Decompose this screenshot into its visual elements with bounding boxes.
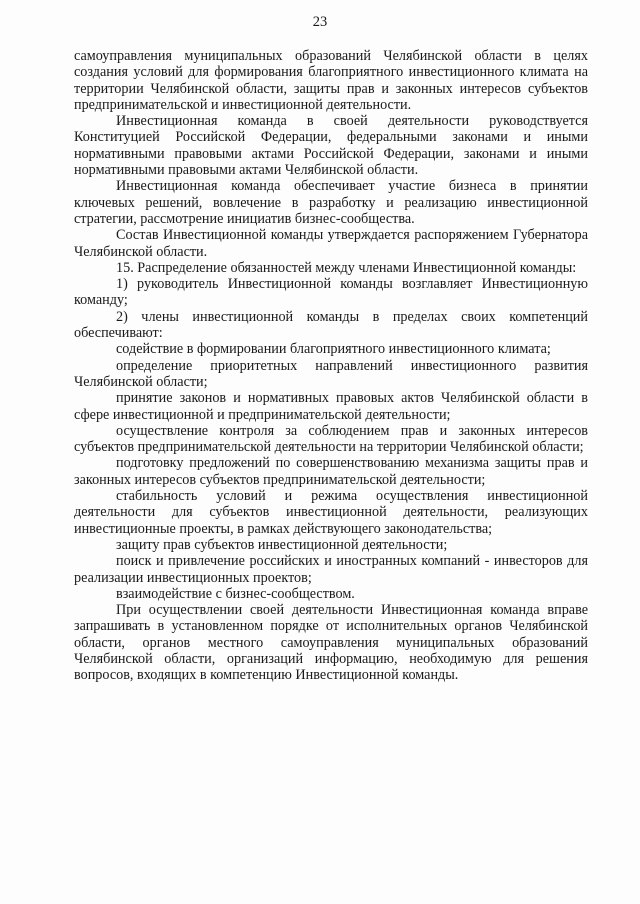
sub-item: содействие в формировании благоприятного инвестиционного климата; [116, 341, 551, 358]
list-item-2: 2) члены инвестиционной команды в пределах своих компетенций обеспечивают: [74, 308, 588, 342]
paragraph: Состав Инвестиционной команды утверждается распоряжением Губернатора Челябинской области. [74, 227, 588, 260]
sub-item: защиту прав субъектов инвестиционной деятельности; [116, 536, 448, 553]
sub-item: подготовку предложений по совершенствованию механизма защиты прав и законных интересов субъектов предпринимательской деятельности; [74, 455, 588, 488]
document-body [74, 48, 588, 684]
sub-item: осуществление контроля за соблюдением прав и законных интересов субъектов предпринимательской деятельности на территории Челябинской области; [74, 422, 588, 456]
list-item-1: 1) руководитель Инвестиционной команды возглавляет Инвестиционную команду; [74, 276, 588, 309]
paragraph: самоуправления муниципальных образований Челябинской области в целях создания условий для формирования благоприятного инвестиционного климата на территории Челябинской области, защиты прав и законных интересов субъектов предпринимательской и инвестиционной деятельности. [74, 48, 588, 113]
paragraph: Инвестиционная команда в своей деятельности руководствуется Конституцией Российской Федерации, федеральными законами и иными нормативными правовыми актами Российской Федерации, законами и иными нормативными правовыми актами Челябинской области. [74, 113, 588, 179]
page-number: 23 [312, 14, 328, 30]
sub-item: принятие законов и нормативных правовых актов Челябинской области в сфере инвестиционной и предпринимательской деятельности; [74, 390, 588, 423]
sub-item: стабильность условий и режима осуществления инвестиционной деятельности для субъектов инвестиционной деятельности, реализующих инвестиционные проекты, в рамках действующего законодательства; [74, 488, 588, 537]
paragraph-section-15: 15. Распределение обязанностей между членами Инвестиционной команды: [116, 259, 577, 276]
sub-item: поиск и привлечение российских и иностранных компаний - инвесторов для реализации инвестиционных проектов; [74, 553, 588, 586]
paragraph: Инвестиционная команда обеспечивает участие бизнеса в принятии ключевых решений, вовлечение в разработку и реализацию инвестиционной стратегии, рассмотрение инициатив бизнес-сообщества. [74, 178, 588, 227]
sub-item: взаимодействие с бизнес-сообществом. [116, 585, 355, 602]
paragraph: При осуществлении своей деятельности Инвестиционная команда вправе запрашивать в установленном порядке от исполнительных органов Челябинской области, органов местного самоуправления муниципальных образований Челябинской области, организаций информацию, необходимую для решения вопросов, входящих в компетенцию Инвестиционной команды. [74, 602, 588, 684]
sub-item: определение приоритетных направлений инвестиционного развития Челябинской области; [74, 357, 588, 390]
